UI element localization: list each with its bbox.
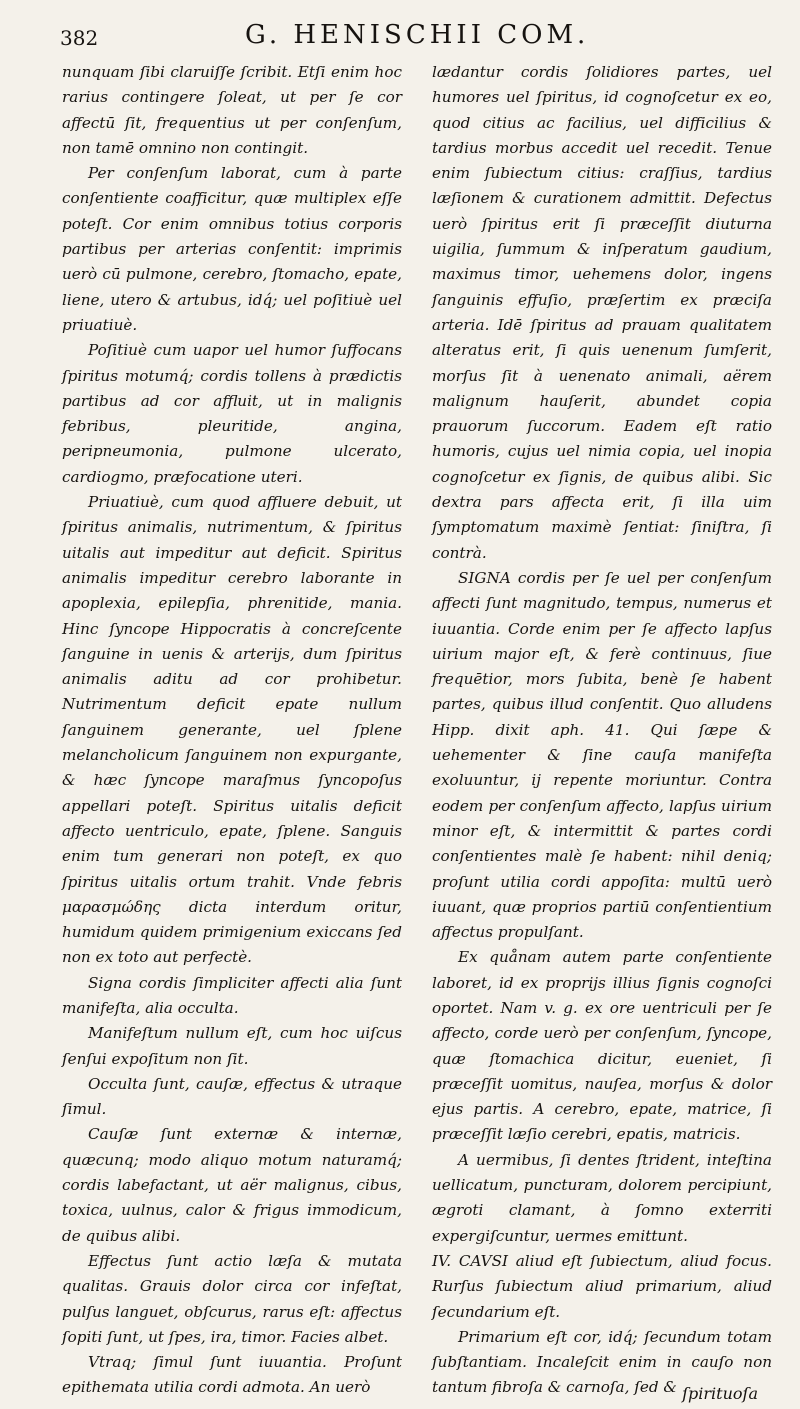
paragraph: lædantur cordis ſolidiores partes, uel humores uel ſpiritus, id cognoſcetur ex eo, quod citius ac facilius, uel difficilius & tardius morbus accedit uel recedit. Tenue enim ſubiectum citius: craſſius, tardius læſionem & curationem admittit. Defectus uerò ſpiritus erit ſi præceſſit diuturna uigilia, ſummum & inſperatum gaudium, maximus timor, uehemens dolor, ingens ſanguinis effuſio, præſertim ex præciſa arteria. Idē ſpiritus ad prauam qualitatem alteratus erit, ſi quis uenenum ſumſerit, morſus ſit à uenenato animali, aërem malignum hauſerit, abundet copia prauorum ſuccorum. Eadem eſt ratio humoris, cujus uel nimia copia, uel inopia cognoſcetur ex ſignis, de quibus alibi. Sic dextra pars affecta erit, ſi illa uim ſymptomatum maximè ſentiat: ſiniſtra, ſi contrà. (432, 63, 772, 562)
paragraph: Primarium eſt cor, idq́; ſecundum totam ſubſtantiam. Incaleſcit enim in cauſo non tantum fibroſa & carnoſa, ſed & (432, 1327, 772, 1397)
page-header (60, 20, 780, 54)
paragraph: Cauſæ ſunt externæ & internæ, quæcunq; modo aliquo motum naturamq́; cordis labefactant, ut aër malignus, cibus, toxica, uulnus, calor & frigus immodicum, de quibus alibi. (62, 1125, 402, 1245)
paragraph: Priuatiuè, cum quod affluere debuit, ut ſpiritus animalis, nutrimentum, & ſpiritus uitalis aut impeditur aut deficit. Spiritus animalis impeditur cerebro laborante in apoplexia, epilepſia, phrenitide, mania. Hinc ſyncope Hippocratis à concreſcente ſanguine in uenis & arterijs, dum ſpiritus animalis aditu ad cor prohibetur. Nutrimentum deficit epate nullum ſanguinem generante, uel ſplene melancholicum ſanguinem non expurgante, & hæc ſyncope maraſmus ſyncopoſus appellari poteſt. Spiritus uitalis deficit affecto uentriculo, epate, ſplene. Sanguis enim tum generari non poteſt, ex quo ſpiritus uitalis ortum trahit. Vnde febris μαρασμώδης dicta interdum oritur, humidum quidem primigenium exiccans ſed non ex toto aut perfectè. (62, 493, 402, 967)
paragraph: nunquam ſibi claruiſſe ſcribit. Etſi enim hoc rarius contingere ſoleat, ut per ſe cor affectū ſit, frequentius ut per conſenſum, non tamē omnino non contingit. (62, 63, 402, 157)
paragraph: Ex quånam autem parte conſentiente laboret, id ex proprijs illius ſignis cognoſci oportet. Nam v. g. ex ore uentriculi per ſe affecto, corde uerò per conſenſum, ſyncope, quæ ſtomachica dicitur, eueniet, ſi præceſſit uomitus, nauſea, morſus & dolor ejus partis. A cerebro, epate, matrice, ſi præceſſit læſio cerebri, epatis, matricis. (432, 948, 772, 1144)
catchword: ſpirituoſa (682, 1384, 758, 1403)
paragraph: Vtraq; ſimul ſunt iuuantia. Proſunt epithemata utilia cordi admota. An uerò (62, 1353, 402, 1397)
paragraph: Signa cordis ſimpliciter affecti alia ſunt manifeſta, alia occulta. (62, 973, 402, 1017)
paragraph: Per conſenſum laborat, cum à parte conſentiente coafficitur, quæ multiplex eſſe poteſt. Cor enim omnibus totius corporis partibus per arterias conſentit: imprimis uerò cū pulmone, cerebro, ſtomacho, epate, liene, utero & artubus, idq́; uel poſitiuè uel priuatiuè. (62, 164, 402, 334)
left-text-column (62, 60, 402, 1401)
paragraph: Manifeſtum nullum eſt, cum hoc uiſcus ſenſui expoſitum non ſit. (62, 1024, 402, 1068)
paragraph: IV. CAVSI aliud eſt ſubiectum, aliud focus. Rurſus ſubiectum aliud primarium, aliud ſecundarium eſt. (432, 1251, 772, 1321)
paragraph: A uermibus, ſi dentes ſtrident, inteſtina uellicatum, puncturam, dolorem percipiunt, ægroti clamant, à ſomno exterriti expergiſcuntur, uermes emittunt. (432, 1150, 772, 1245)
paragraph: SIGNA cordis per ſe uel per conſenſum affecti ſunt magnitudo, tempus, numerus et iuuantia. Corde enim per ſe affecto lapſus uirium major eſt, & ferè continuus, ſiue frequētior, mors ſubita, benè ſe habent partes, quibus illud conſentit. Quo alludens Hipp. dixit aph. 41. Qui ſæpe & uehementer & ſine cauſa manifeſta exoluuntur, ij repente moriuntur. Contra eodem per conſenſum affecto, lapſus uirium minor eſt, & intermittit & partes cordi conſentientes malè ſe habent: nihil deniq; proſunt utilia cordi appoſita: multū uerò iuuant, quæ proprios partiū conſentientium affectus propulſant. (432, 568, 772, 942)
right-text-column (432, 60, 772, 1401)
paragraph: Poſitiuè cum uapor uel humor ſuffocans ſpiritus motumq́; cordis tollens à prædictis partibus ad cor affluit, ut in malignis febribus, pleuritide, angina, peripneumonia, pulmone ulcerato, cardiogmo, præfocatione uteri. (62, 341, 402, 486)
paragraph: Effectus ſunt actio læſa & mutata qualitas. Grauis dolor circa cor infeſtat, pulſus languet, obſcurus, rarus eſt: affectus ſopiti ſunt, ut ſpes, ira, timor. Facies albet. (62, 1251, 402, 1346)
running-title: G. HENISCHII COM. (245, 20, 590, 50)
paragraph: Occulta ſunt, cauſæ, effectus & utraque ſimul. (62, 1074, 402, 1119)
page-number: 382 (60, 26, 99, 50)
